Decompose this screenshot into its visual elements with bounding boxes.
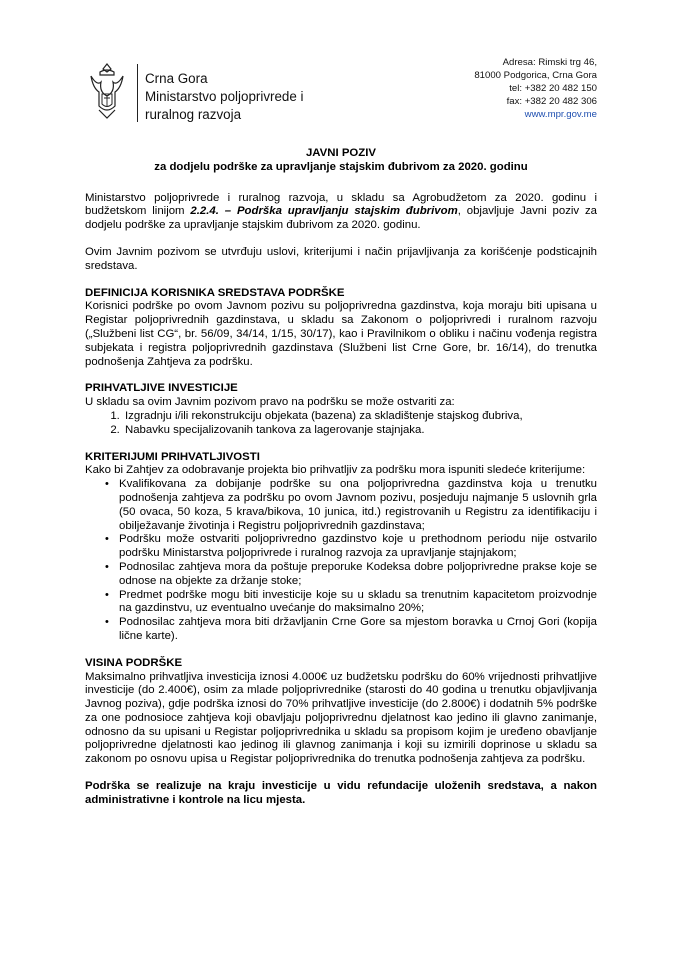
document-title (85, 147, 597, 175)
document-body (85, 147, 597, 808)
intro-paragraph-2: Ovim Javnim pozivom se utvrđuju uslovi, kriterijumi i način prijavljivanja za korišćenje podsticajnih sredstava. (85, 245, 597, 272)
phone: tel: +382 20 482 150 (509, 83, 597, 94)
title-line-2: za dodjelu podrške za upravljanje stajskim đubrivom za 2020. godinu (154, 160, 528, 173)
contact-block (474, 56, 597, 121)
visina-text: Maksimalno prihvatljiva investicija iznosi 4.000€ uz budžetsku podršku do 60% vrijednosti prihvatljive investicije (do 2.400€), osim za mlade poljoprivrednike (starosti do 40 godina u trenutku objavljivanja Javnog poziva), gdje podrška iznosi do 70% prihvatljive investicije (do 2.800€) i dodatnih 5% podrške za one podnosioce zahtjeva koji obavljaju poljoprivrednu djelatnost kao jedino ili glavno zanimanje, odnosno da su upisani u Registar poljoprivrednika u skladu sa propisom kojim je uređeno obavljanje poljoprivredne djelatnosti kao jedinog ili glavnog zanimanja i koji su izmirili doprinose u skladu sa zakonom po osnovu upisa u Registar poljoprivrednika do trenutka podnošenja zahtjeva za podršku. (85, 670, 597, 766)
list-item: • Podršku može ostvariti poljoprivredno gazdinstvo koje u prethodnom periodu nije ostvarilo podršku Ministarstva poljoprivrede i ruralnog razvoja za upravljanje stajnjakom; (105, 533, 597, 560)
investicije-text: U skladu sa ovim Javnim pozivom pravo na podršku se može ostvariti za: (85, 396, 455, 409)
section-heading-kriterijumi: KRITERIJUMI PRIHVATLJIVOSTI (85, 450, 260, 463)
title-line-1: JAVNI POZIV (305, 147, 377, 159)
section-heading-investicije: PRIHVATLJIVE INVESTICIJE (85, 382, 238, 395)
final-note: Podrška se realizuje na kraju investicije u vidu refundacije uloženih sredstava, a nakon administrativne i kontrole na licu mjesta. (85, 780, 597, 806)
coat-of-arms-icon (87, 62, 127, 122)
list-item: • Kvalifikovana za dobijanje podrške su ona poljoprivredna gazdinstva koja u trenutku podnošenja zahtjeva za podršku po ovom Javnom pozivu, posjeduju najmanje 5 uslovnih grla (50 ovaca, 50 koza, 5 krava/bikova, 10 junica, itd.) registrovanih u Registru za identifikaciju i obilježavanje životinja i Registru poljoprivrednih gazdinstava; (105, 478, 597, 532)
bullet-icon: • (105, 616, 109, 629)
country-name: Crna Gora (145, 71, 208, 86)
city: 81000 Podgorica, Crna Gora (474, 70, 597, 81)
bullet-icon: • (105, 478, 109, 491)
kriterijumi-list (105, 478, 597, 644)
letterhead (0, 0, 679, 150)
definicija-text: Korisnici podrške po ovom Javnom pozivu su poljoprivredna gazdinstva, koja moraju biti upisana u Registar poljoprivrednih gazdinstava, u skladu sa Zakonom o poljoprivredi i ruralnom razvoju („Službeni list CG“, br. 56/09, 34/14, 1/15, 30/17), kao i Pravilnikom o obliku i načinu vođenja registra subjekata i registra poljoprivrednih gazdinstava (Službeni list Crne Gore, br. 16/14), do trenutka podnošenja Zahtjeva za podršku. (85, 300, 597, 368)
list-item: 1. Izgradnju i/ili rekonstrukciju objekata (bazena) za skladištenje stajskog đubriva, (123, 410, 597, 424)
list-item: • Predmet podrške mogu biti investicije koje su u skladu sa trenutnim kapacitetom proizvodnje na gazdinstvu, uz eventualno uvećanje do maksimalno 20%; (105, 588, 597, 615)
section-heading-visina: VISINA PODRŠKE (85, 656, 183, 669)
list-item: 2. Nabavku specijalizovanih tankova za lagerovanje stajnjaka. (123, 424, 597, 438)
section-heading-definicija: DEFINICIJA KORISNIKA SREDSTAVA PODRŠKE (85, 286, 345, 299)
address: Adresa: Rimski trg 46, (502, 57, 597, 68)
intro-paragraph: Ministarstvo poljoprivrede i ruralnog razvoja, u skladu sa Agrobudžetom za 2020. godinu i budžetskom linijom 2.2.4. – Podrška upravljanju stajskim đubrivom, objavljuje Javni poziv za dodjelu podrške za upravljanje stajskim đubrivom za 2020. godinu. (85, 191, 598, 232)
header-divider (137, 64, 138, 122)
list-item: • Podnosilac zahtjeva mora da poštuje preporuke Kodeksa dobre poljoprivredne prakse koje se odnose na objekte za držanje stoke; (105, 560, 597, 587)
ministry-line-2: ruralnog razvoja (145, 107, 242, 122)
kriterijumi-text: Kako bi Zahtjev za odobravanje projekta bio prihvatljiv za podršku mora ispuniti sledeće kriterijume: (85, 464, 586, 477)
fax: fax: +382 20 482 306 (506, 96, 597, 107)
investicije-list (123, 410, 597, 438)
list-item: • Podnosilac zahtjeva mora biti državljanin Crne Gore sa mjestom boravka u Crnoj Gori (kopija lične karte). (105, 616, 597, 642)
bullet-icon: • (105, 533, 109, 546)
ministry-line-1: Ministarstvo poljoprivrede i (145, 89, 304, 104)
bullet-icon: • (105, 588, 109, 601)
budget-line: 2.2.4. – Podrška upravljanju stajskim đubrivom (190, 205, 458, 218)
website-link[interactable]: www.mpr.gov.me (524, 109, 597, 120)
bullet-icon: • (105, 560, 109, 573)
ministry-name (145, 70, 304, 124)
